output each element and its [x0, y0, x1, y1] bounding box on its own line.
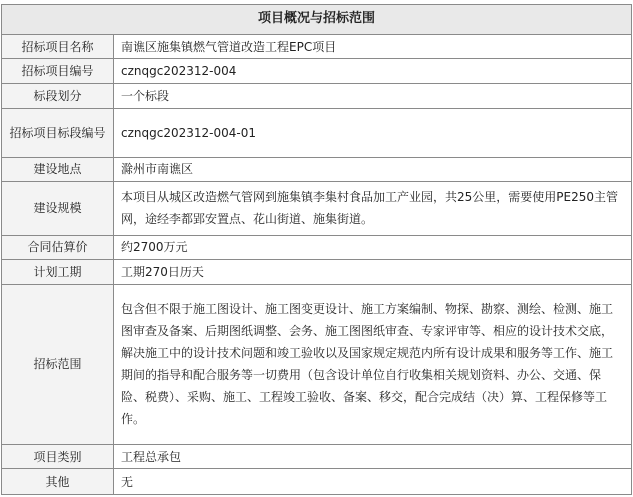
row-value-project-number: cznqgc202312-004	[114, 59, 632, 84]
row-label-project-number: 招标项目编号	[2, 59, 114, 84]
row-value-section-number: cznqgc202312-004-01	[114, 108, 632, 157]
row-value-bidding-scope: 包含但不限于施工图设计、施工图变更设计、施工方案编制、物探、勘察、测绘、检测、施工图审查及备案、后期图纸调整、会务、施工图图纸审查、专家评审等、相应的设计技术交底，解决施工中的设计技术问题和竣工验收以及国家规定规范内所有设计成果和服务等工作、施工期间的指导和配合服务等一切费用（包含设计单位自行收集相关规划资料、办公、交通、保险、税费）、采购、施工、工程竣工验收、备案、移交，配合完成结（决）算、工程保修等工作。	[114, 284, 632, 444]
table-row	[2, 444, 632, 469]
table-row	[2, 83, 632, 108]
row-label-section-division: 标段划分	[2, 83, 114, 108]
row-label-planned-duration: 计划工期	[2, 260, 114, 285]
table-row	[2, 182, 632, 235]
table-row	[2, 235, 632, 260]
row-value-contract-estimate: 约2700万元	[114, 235, 632, 260]
row-value-project-name: 南谯区施集镇燃气管道改造工程EPC项目	[114, 34, 632, 59]
row-value-section-division: 一个标段	[114, 83, 632, 108]
row-value-construction-location: 滁州市南谯区	[114, 157, 632, 182]
table-row	[2, 108, 632, 157]
row-value-planned-duration: 工期270日历天	[114, 260, 632, 285]
row-label-contract-estimate: 合同估算价	[2, 235, 114, 260]
table-title: 项目概况与招标范围	[2, 5, 632, 35]
row-value-project-category: 工程总承包	[114, 444, 632, 469]
title-row	[2, 5, 632, 35]
table-row	[2, 157, 632, 182]
table-row	[2, 59, 632, 84]
table-row	[2, 284, 632, 444]
table-row	[2, 34, 632, 59]
row-label-construction-location: 建设地点	[2, 157, 114, 182]
row-value-other: 无	[114, 469, 632, 495]
row-label-section-number: 招标项目标段编号	[2, 108, 114, 157]
table-row	[2, 260, 632, 285]
row-value-construction-scale: 本项目从城区改造燃气管网到施集镇李集村食品加工产业园，共25公里，需要使用PE250主管网，途经李都郢安置点、花山街道、施集街道。	[114, 182, 632, 235]
row-label-project-name: 招标项目名称	[2, 34, 114, 59]
project-overview-table	[1, 4, 632, 495]
row-label-other: 其他	[2, 469, 114, 495]
row-label-bidding-scope: 招标范围	[2, 284, 114, 444]
row-label-construction-scale: 建设规模	[2, 182, 114, 235]
table-row	[2, 469, 632, 495]
row-label-project-category: 项目类别	[2, 444, 114, 469]
